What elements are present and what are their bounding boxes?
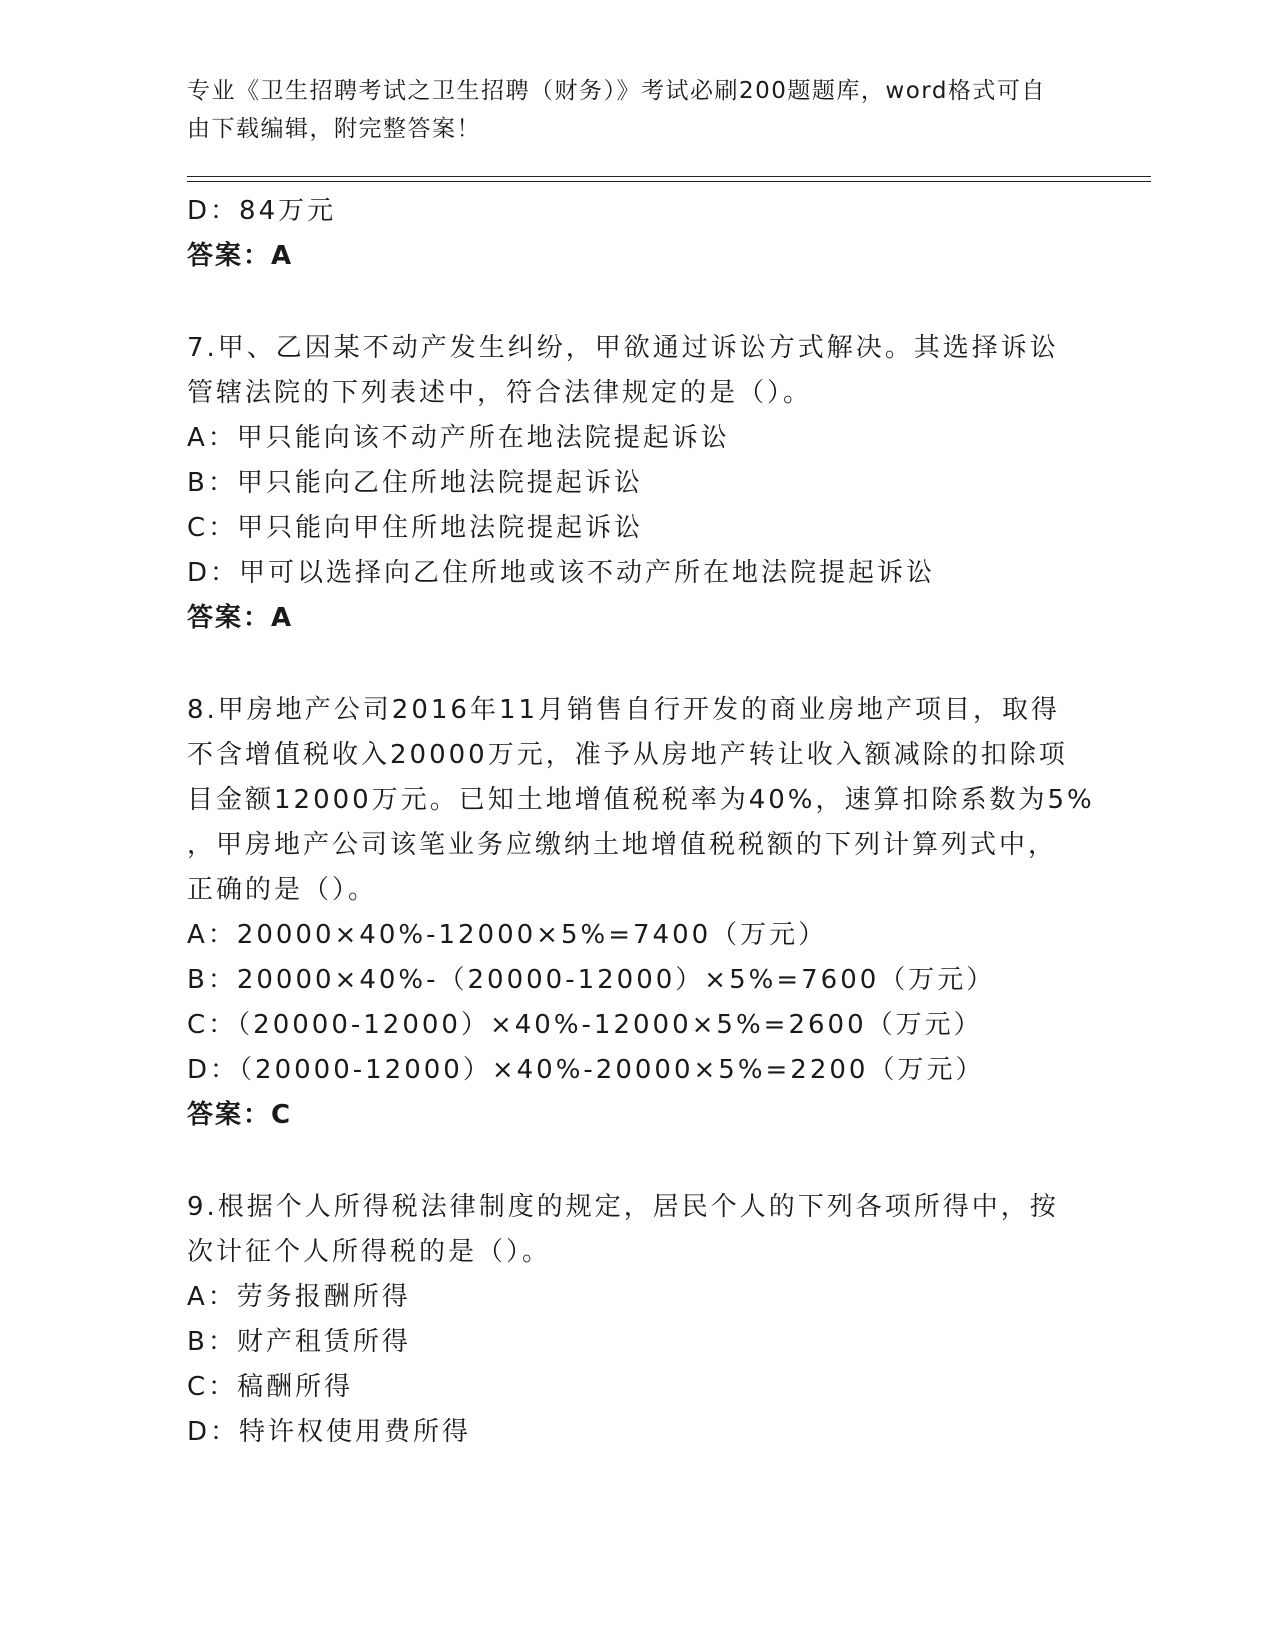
header-line-2: 由下载编辑，附完整答案！ — [187, 116, 481, 142]
answer: 答案：C — [187, 1100, 293, 1130]
question-text — [187, 1185, 1067, 1275]
question-text-line: ，甲房地产公司该笔业务应缴纳土地增值税税额的下列计算列式中， — [187, 830, 1058, 860]
header-divider-top — [187, 176, 1151, 177]
question-8 — [187, 688, 1095, 1138]
answer: 答案：A — [187, 241, 294, 271]
question-text-line: 目金额12000万元。已知土地增值税税率为40%，速算扣除系数为5% — [187, 785, 1095, 815]
option-b: B：甲只能向乙住所地法院提起诉讼 — [187, 468, 643, 498]
question-text — [187, 326, 1067, 416]
question-text-line: 正确的是（）。 — [187, 875, 378, 905]
option-d: D：特许权使用费所得 — [187, 1417, 472, 1447]
previous-question-tail — [187, 189, 1067, 279]
question-text-line: 不含增值税收入20000万元，准予从房地产转让收入额减除的扣除项 — [187, 740, 1068, 770]
option-d: D：甲可以选择向乙住所地或该不动产所在地法院提起诉讼 — [187, 558, 936, 588]
option-d: D：（20000-12000）×40%-20000×5%=2200（万元） — [187, 1055, 985, 1085]
header-line-1: 专业《卫生招聘考试之卫生招聘（财务）》考试必刷200题题库，word格式可自 — [187, 78, 1046, 104]
option-b: B：20000×40%-（20000-12000）×5%=7600（万元） — [187, 965, 996, 995]
option-d: D：84万元 — [187, 196, 337, 226]
question-9 — [187, 1185, 1067, 1455]
question-text — [187, 688, 1095, 913]
option-b: B：财产租赁所得 — [187, 1327, 411, 1357]
option-a: A：甲只能向该不动产所在地法院提起诉讼 — [187, 423, 730, 453]
option-a: A：劳务报酬所得 — [187, 1282, 411, 1312]
page-header — [187, 72, 1067, 148]
option-a: A：20000×40%-12000×5%=7400（万元） — [187, 920, 828, 950]
answer: 答案：A — [187, 603, 294, 633]
header-divider-bottom — [187, 181, 1151, 182]
question-text-line: 8.甲房地产公司2016年11月销售自行开发的商业房地产项目，取得 — [187, 695, 1061, 725]
question-text-line: 管辖法院的下列表述中，符合法律规定的是（）。 — [187, 378, 813, 408]
question-list — [187, 189, 1095, 1455]
option-c: C：甲只能向甲住所地法院提起诉讼 — [187, 513, 644, 543]
question-7 — [187, 326, 1067, 641]
question-text-line: 9.根据个人所得税法律制度的规定，居民个人的下列各项所得中，按 — [187, 1192, 1059, 1222]
option-c: C：稿酬所得 — [187, 1372, 354, 1402]
option-c: C：（20000-12000）×40%-12000×5%=2600（万元） — [187, 1010, 983, 1040]
question-text-line: 次计征个人所得税的是（）。 — [187, 1237, 552, 1267]
question-text-line: 7.甲、乙因某不动产发生纠纷，甲欲通过诉讼方式解决。其选择诉讼 — [187, 333, 1059, 363]
